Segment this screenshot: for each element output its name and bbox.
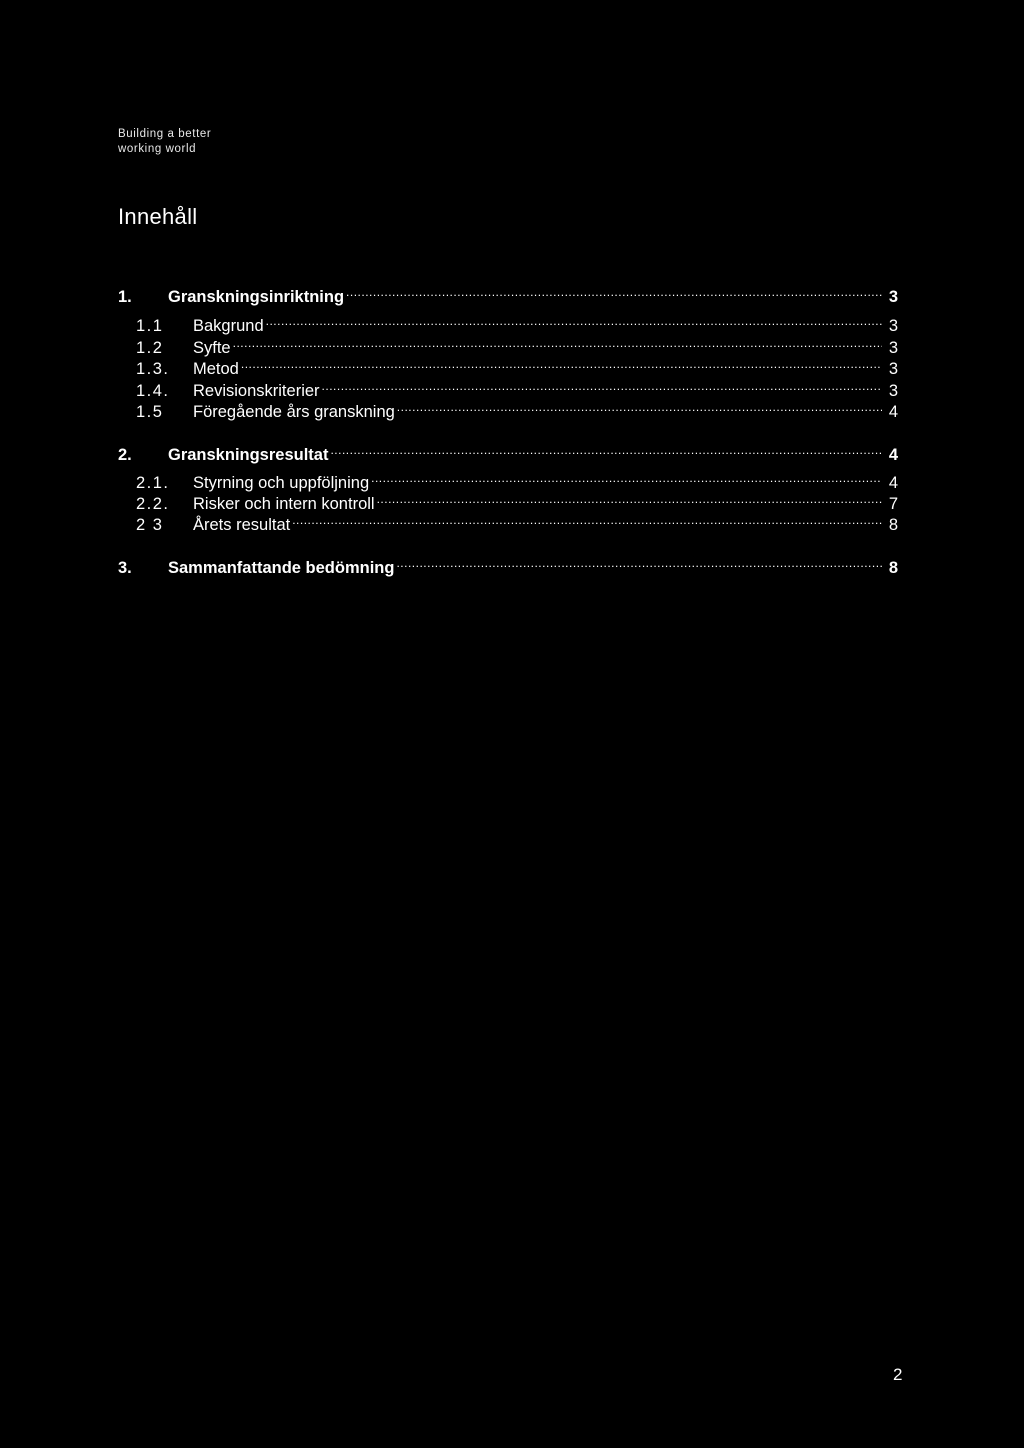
- toc-dot-leader: [292, 516, 882, 530]
- toc-dot-leader: [397, 403, 882, 417]
- toc-dot-leader: [346, 288, 882, 302]
- tagline-line-1: Building a better: [118, 128, 212, 140]
- toc-entry-risker-och-intern-kontroll[interactable]: [118, 495, 898, 517]
- toc-dot-leader: [233, 339, 882, 353]
- toc-entry-number: 2 3: [136, 516, 164, 534]
- toc-entry-title: Bakgrund: [193, 317, 264, 335]
- toc-entry-number: 3.: [118, 559, 132, 577]
- toc-entry-page: 3: [888, 317, 898, 335]
- toc-entry-title: Revisionskriterier: [193, 382, 320, 400]
- toc-entry-title: Syfte: [193, 339, 231, 357]
- page-number: 2: [893, 1365, 903, 1384]
- toc-entry-number: 2.: [118, 446, 132, 464]
- toc-entry-page: 3: [888, 382, 898, 400]
- toc-entry-page: 3: [888, 288, 898, 306]
- toc-entry-title: Föregående års granskning: [193, 403, 395, 421]
- toc-entry-foregaende-ars-granskning[interactable]: [118, 403, 898, 425]
- toc-dot-leader: [266, 317, 882, 331]
- tagline-line-2: working world: [118, 143, 197, 155]
- toc-entry-number: 1.: [118, 288, 132, 306]
- toc-dot-leader: [322, 382, 882, 396]
- toc-entry-number: 1.5: [136, 403, 164, 421]
- toc-entry-number: 1.2: [136, 339, 164, 357]
- toc-entry-revisionskriterier[interactable]: [118, 382, 898, 404]
- toc-entry-styrning-och-uppfoljning[interactable]: [118, 474, 898, 496]
- page-title: Innehåll: [118, 204, 198, 229]
- toc-entry-sammanfattande-bedomning[interactable]: [118, 559, 898, 581]
- toc-entry-page: 4: [888, 403, 898, 421]
- toc-entry-title: Metod: [193, 360, 239, 378]
- toc-entry-number: 2.2.: [136, 495, 170, 513]
- toc-entry-title: Styrning och uppföljning: [193, 474, 370, 492]
- toc-entry-granskningsinriktning[interactable]: [118, 288, 898, 310]
- toc-entry-page: 7: [888, 495, 898, 513]
- toc-entry-bakgrund[interactable]: [118, 317, 898, 339]
- toc-entry-page: 3: [888, 339, 898, 357]
- toc-entry-page: 4: [888, 446, 898, 464]
- toc-entry-page: 4: [888, 474, 898, 492]
- toc-dot-leader: [377, 495, 882, 509]
- toc-entry-arets-resultat[interactable]: [118, 516, 898, 538]
- toc-dot-leader: [371, 474, 882, 488]
- toc-dot-leader: [396, 559, 882, 573]
- toc-entry-number: 2.1.: [136, 474, 170, 492]
- toc-entry-number: 1.3.: [136, 360, 170, 378]
- toc-entry-title: Årets resultat: [193, 516, 291, 534]
- toc-entry-page: 3: [888, 360, 898, 378]
- toc-entry-page: 8: [888, 516, 898, 534]
- toc-entry-number: 1.1: [136, 317, 164, 335]
- toc-entry-number: 1.4.: [136, 382, 170, 400]
- toc-entry-syfte[interactable]: [118, 339, 898, 361]
- toc-entry-title: Granskningsresultat: [168, 446, 329, 464]
- toc-entry-title: Granskningsinriktning: [168, 288, 345, 306]
- toc-entry-page: 8: [888, 559, 898, 577]
- toc-dot-leader: [241, 360, 882, 374]
- brand-tagline: [118, 127, 211, 157]
- toc-entry-title: Risker och intern kontroll: [193, 495, 375, 513]
- toc-dot-leader: [330, 446, 882, 460]
- toc-entry-title: Sammanfattande bedömning: [168, 559, 395, 577]
- toc-entry-metod[interactable]: [118, 360, 898, 382]
- toc-entry-granskningsresultat[interactable]: [118, 446, 898, 468]
